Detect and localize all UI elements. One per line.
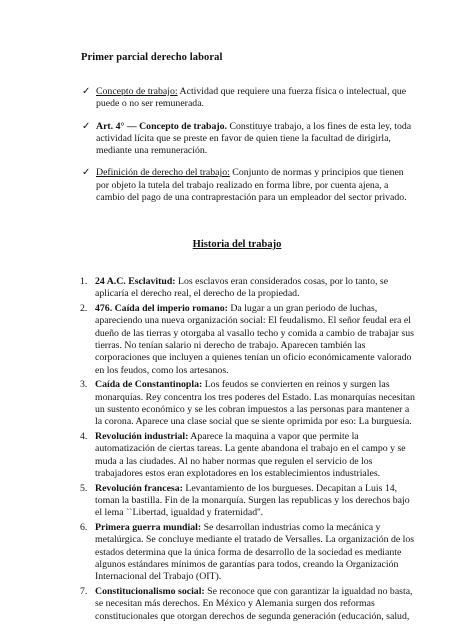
item-text [95,586,415,623]
history-list [80,276,415,625]
definition-item [82,121,412,158]
item-term: Revolución industrial: [95,430,189,442]
item-number: 6. [80,521,88,533]
item-term: 476. Caída del imperio romano: [95,302,228,314]
item-text [95,431,415,481]
item-term: Caída de Constantinopla: [95,379,203,391]
item-term: Constitucionalismo social: [95,585,205,597]
definition-term: Art. 4° — Concepto de trabajo. [96,120,227,132]
definition-text [96,86,412,111]
list-item [80,431,415,481]
definitions-list [82,86,412,214]
definition-body: Conjunto de normas y principios que tienen por objeto la tutela del trabajo realizado en forma libre, por cuenta ajena, a cambio del pago de una contraprestación para un empleador del sector privado. [96,167,407,204]
list-item [80,586,415,623]
document-title: Primer parcial derecho laboral [81,52,223,63]
item-body: Los esclavos eran considerados cosas, por lo tanto, se aplicaría el derecho real, el derecho de la propiedad. [95,276,389,300]
check-icon: ✓ [82,120,91,132]
item-text [95,303,415,377]
definition-item [82,86,412,111]
definition-term: Definición de derecho del trabajo: [96,167,230,179]
list-item [80,522,415,584]
definition-body: Constituye trabajo, a los fines de esta ley, toda actividad lícita que se preste en favor de quien tiene la facultad de dirigirla, mediante una remuneración. [96,120,412,157]
section-heading: Historia del trabajo [192,239,282,250]
item-number: 4. [80,430,88,442]
list-item [80,303,415,377]
definition-item [82,167,412,204]
list-item [80,483,415,520]
item-text [95,276,415,301]
definition-term: Concepto de trabajo: [96,86,178,97]
check-icon: ✓ [82,86,91,97]
item-number: 1. [80,276,88,287]
list-item [80,379,415,429]
item-number: 7. [80,585,88,597]
item-number: 2. [80,302,88,314]
item-number: 5. [80,482,88,494]
definition-text [96,167,412,204]
item-body: Los feudos se convierten en reinos y surgen las monarquías. Rey concentra los tres poderes del Estado. Las monarquías necesitan un sustento económico y se les cobran impuestos a las personas para mantener a la corona. Aparece una clase social que se siente oprimida por eso: La burguesía. [95,379,415,428]
item-text [95,379,415,429]
item-term: 24 A.C. Esclavitud: [95,276,176,287]
item-text [95,483,415,520]
item-number: 3. [80,379,88,391]
list-item [80,276,415,301]
item-body: Levantamiento de los burgueses. Decapitan a Luis 14, toman la bastilla. Fin de la monarquía. Surgen las republicas y los derechos bajo el lema ``Libertad, igualdad y fraternidad''. [95,482,410,519]
item-body: Se reconoce que con garantizar la igualdad no basta, se necesitan más derechos. En México y Alemania surgen dos reformas constitucionales que otorgan derechos de segunda generación (educación, salud, [95,585,413,622]
item-body: Aparece la maquina a vapor que permite la automatización de ciertas tareas. La gente abandona el trabajo en el campo y se muda a las ciudades. Al no haber normas que regulen el servicio de los trabajadores estos eran explotadores en los establecimientos industriales. [95,430,406,480]
definition-text [96,121,412,158]
item-body: Da lugar a un gran periodo de luchas, apareciendo una nueva organización social: El feudalismo. El señor feudal era el dueño de las tierras y otorgaba al vasallo techo y comida a cambio de trabajar sus tierras. No tenían salario ni derecho de trabajo. Aparecen también las corporaciones que incluyen a quienes tenían un oficio económicamente valorado en los feudos, como los artesanos. [95,302,414,376]
item-term: Revolución francesa: [95,482,183,494]
item-text [95,522,415,584]
definition-body: Actividad que requiere una fuerza física o intelectual, que puede o no ser remunerada. [96,86,407,110]
item-term: Primera guerra mundial: [95,521,202,533]
check-icon: ✓ [82,167,91,179]
item-body: Se desarrollan industrias como la mecánica y metalúrgica. Se concluye mediante el tratado de Versalles. La organización de los estados determina que la única forma de desarrollo de la sociedad es mediante algunos estándares mínimos de garantías para todos, creando la Organización Internacional del Trabajo (OIT). [95,521,415,583]
